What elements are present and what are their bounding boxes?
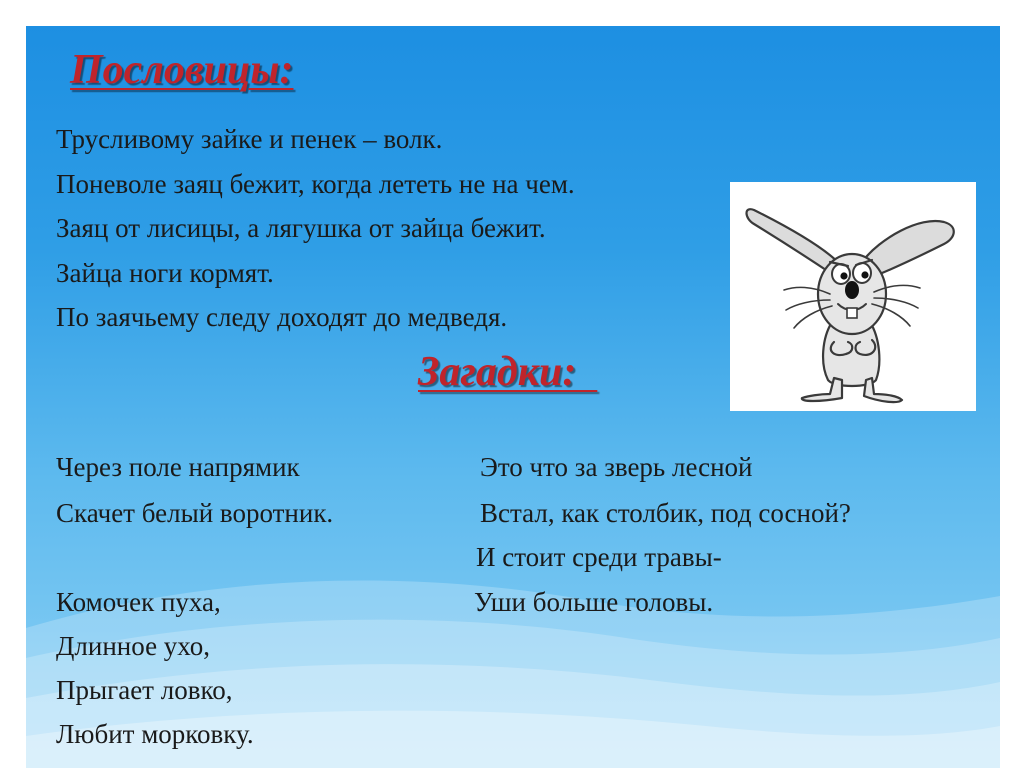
proverbs-title: Пословицы: bbox=[70, 47, 294, 93]
proverbs-list bbox=[56, 117, 575, 340]
riddle-right-line: Уши больше головы. bbox=[474, 587, 714, 617]
riddle-left-line: Через поле напрямик bbox=[56, 452, 300, 482]
riddle-right-line: Это что за зверь лесной bbox=[480, 452, 753, 482]
riddle-left-line: Комочек пуха, bbox=[56, 587, 221, 617]
proverb-item: Поневоле заяц бежит, когда лететь не на чем. bbox=[56, 168, 575, 199]
riddle-left-line: Длинное ухо, bbox=[56, 631, 211, 661]
riddle-left-line: Любит морковку. bbox=[56, 719, 254, 749]
riddles-title: Загадки: bbox=[418, 349, 598, 395]
proverb-item: Заяц от лисицы, а лягушка от зайца бежит. bbox=[56, 213, 546, 243]
riddle-right-line: И стоит среди травы- bbox=[476, 542, 722, 572]
cartoon-hare-icon bbox=[730, 182, 976, 411]
hare-picture bbox=[730, 182, 976, 411]
proverb-item: По заячьему следу доходят до медведя. bbox=[56, 302, 508, 332]
slide bbox=[26, 26, 1000, 768]
riddle-left-line: Прыгает ловко, bbox=[56, 675, 233, 705]
proverb-item: Трусливому зайке и пенек – волк. bbox=[56, 124, 443, 154]
riddle-right-line: Встал, как столбик, под сосной? bbox=[480, 498, 851, 528]
proverb-item: Зайца ноги кормят. bbox=[56, 257, 274, 288]
riddle-left-line: Скачет белый воротник. bbox=[56, 498, 334, 528]
